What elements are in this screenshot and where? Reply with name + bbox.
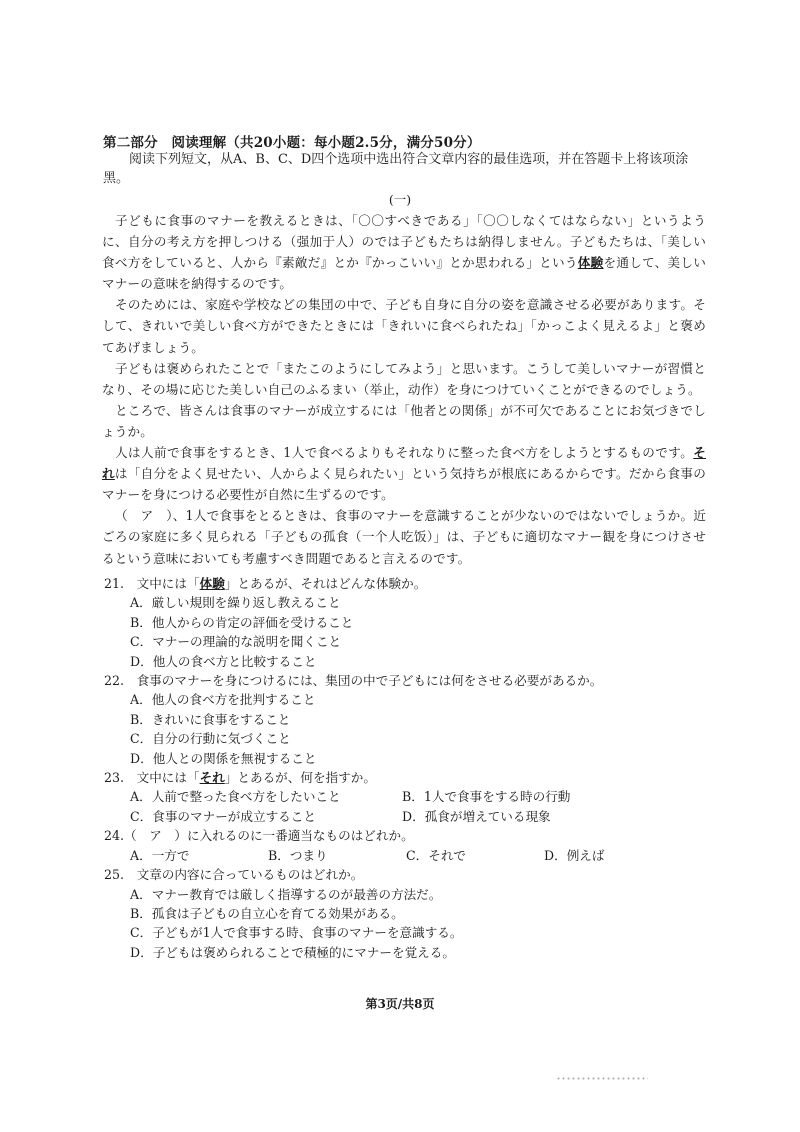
underlined-term: それ xyxy=(102,445,706,482)
option-c[interactable]: C．食事のマナーが成立すること xyxy=(130,808,316,824)
passage-text: 子どもに食事のマナーを教えるときは、「〇〇すべきである」「〇〇しなくてはならない」というように、自分の考え方を押しつける（强加于人）のでは子どもたちは納得しません。子どもたちは、「美しい食べ方をしていると、人から『素敵だ』とか『かっこいい』とか思われる」という xyxy=(102,213,706,271)
underlined-term: 体験 xyxy=(199,576,225,591)
passage-paragraph xyxy=(102,442,706,505)
section-title: 第二部分 阅读理解（共20小题：每小题2.5分，满分50分） xyxy=(103,135,481,151)
option-a[interactable]: A．他人の食べ方を批判すること xyxy=(130,692,316,708)
underlined-term: それ xyxy=(199,770,225,786)
passage-text: を通して、美しいマナーの意味を納得するのです。 xyxy=(102,255,706,292)
passage-text: 人は人前で食事をするとき、1人で食べるよりもそれなりに整った食べ方をしようとするものです。 xyxy=(115,445,694,461)
question-22 xyxy=(104,671,714,768)
question-stem xyxy=(104,574,714,593)
option-d[interactable]: D．他人の食べ方と比較すること xyxy=(130,653,317,669)
question-21 xyxy=(104,574,714,671)
reading-passage xyxy=(102,210,706,569)
passage-paragraph: ところで、皆さんは食事のマナーが成立するには「他者との関係」が不可欠であることにお気づきでしょうか。 xyxy=(102,402,706,439)
option-row xyxy=(104,807,714,826)
section-instructions: 阅读下列短文，从A、B、C、D四个选项中选出符合文章内容的最佳选项，并在答题卡上将该项涂黑。 xyxy=(103,152,689,186)
option-row xyxy=(104,787,714,806)
question-25 xyxy=(104,865,714,962)
option-a[interactable]: A．人前で整った食べ方をしたいこと xyxy=(130,789,341,805)
stem-text: 21. 文中には「 xyxy=(104,576,200,591)
passage-paragraph: そのためには、家庭や学校などの集団の中で、子ども自身に自分の姿を意識させる必要があります。そして、きれいで美しい食べ方ができたときには「きれいに食べられたね」「かっこよく見えるよ」と褒めてあげましょう。 xyxy=(102,297,706,355)
underlined-term: 体験 xyxy=(577,255,604,271)
option-a[interactable]: A．マナー教育では厳しく指導するのが最善の方法だ。 xyxy=(130,886,442,902)
option-c[interactable]: C．子どもが1人で食事する時、食事のマナーを意識する。 xyxy=(130,925,463,941)
option-b[interactable]: B．きれいに食事をすること xyxy=(130,711,291,727)
passage-paragraph xyxy=(102,210,706,294)
option-b[interactable]: B．つまり xyxy=(268,847,328,863)
option-d[interactable]: D．孤食が増えている現象 xyxy=(402,808,551,824)
stem-text: 23. 文中には「 xyxy=(104,770,200,786)
question-stem: 25. 文章の内容に合っているものはどれか。 xyxy=(104,867,364,883)
stem-text: 」とあるが、何を指すか。 xyxy=(224,770,376,786)
passage-paragraph: （ ア ）、1人で食事をとるときは、食事のマナーを意識することが少ないのではないでしょうか。近ごろの家庭に多く見られる「子どもの孤食（一个人吃饭）」は、子どもに適切なマナー観を身につけさせるという意味においても考慮すべき問題であると言えるのです。 xyxy=(102,508,706,566)
option-d[interactable]: D．子どもは褒められることで積極的にマナーを覚える。 xyxy=(130,944,455,960)
option-b[interactable]: B．孤食は子どもの自立心を育てる効果がある。 xyxy=(130,905,404,921)
question-stem: 24.（ ア ）に入れるのに一番適当なものはどれか。 xyxy=(104,828,414,844)
scan-artifact-dots xyxy=(556,1077,648,1080)
option-d[interactable]: D．他人との関係を無視すること xyxy=(130,750,317,766)
option-c[interactable]: C．マナーの理論的な説明を聞くこと xyxy=(130,634,342,650)
option-b[interactable]: B．1人で食事をする時の行動 xyxy=(402,789,571,805)
option-a[interactable]: A．厳しい規則を繰り返し教えること xyxy=(130,595,341,611)
stem-text: 」とあるが、それはどんな体験か。 xyxy=(224,576,427,591)
option-c[interactable]: C．自分の行動に気づくこと xyxy=(130,731,291,747)
page-number: 第3页/共8页 xyxy=(365,997,435,1011)
question-23 xyxy=(104,768,714,826)
option-a[interactable]: A．一方で xyxy=(130,847,190,863)
passage-text: は「自分をよく見せたい、人からよく見られたい」という気持ちが根底にあるからです。だから食事のマナーを身につける必要性が自然に生ずるのです。 xyxy=(102,466,706,503)
question-stem: 22. 食事のマナーを身につけるには、集団の中で子どもには何をさせる必要があるか。 xyxy=(104,673,603,689)
option-row xyxy=(104,846,714,865)
option-b[interactable]: B．他人からの肯定の評価を受けること xyxy=(130,614,354,630)
question-list xyxy=(104,574,714,962)
question-24 xyxy=(104,826,714,865)
option-c[interactable]: C．それで xyxy=(406,847,467,863)
passage-paragraph: 子どもは褒められたことで「またこのようにしてみよう」と思います。こうして美しいマナーが習慣となり、その場に応じた美しい自己のふるまい（举止，动作）を身につけていくことができるのでしょう。 xyxy=(102,360,706,397)
question-stem xyxy=(104,768,714,787)
passage-number: (一) xyxy=(388,192,412,207)
option-d[interactable]: D．例えば xyxy=(544,847,605,863)
